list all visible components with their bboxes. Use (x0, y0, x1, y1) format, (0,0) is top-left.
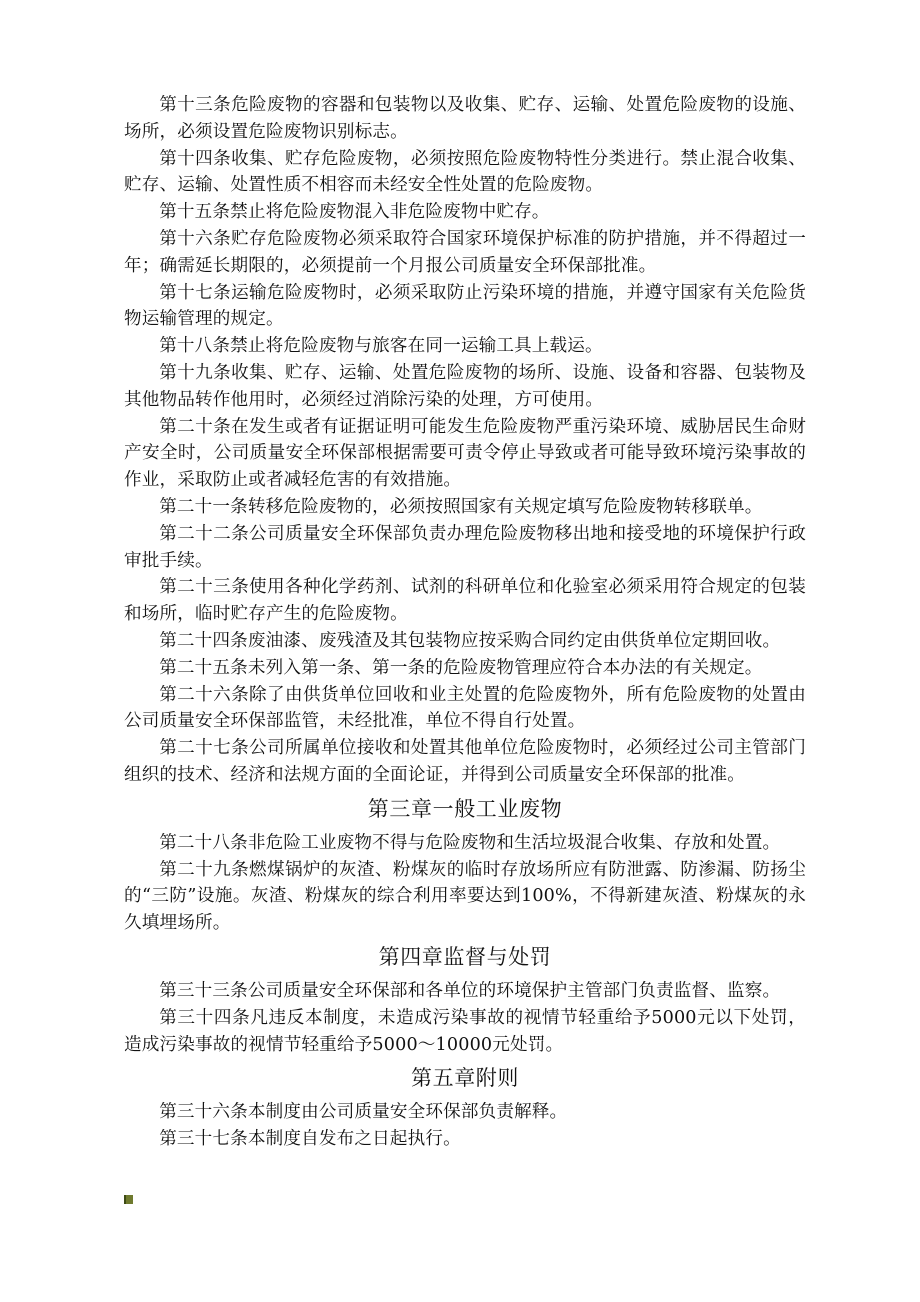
article-33: 第三十三条公司质量安全环保部和各单位的环境保护主管部门负责监督、监察。 (159, 980, 781, 1001)
article-29: 第二十九条燃煤锅炉的灰渣、粉煤灰的临时存放场所应有防泄露、防渗漏、防扬尘的“三防”设施。灰渣、粉煤灰的综合利用率要达到100%，不得新建灰渣、粉煤灰的永久填埋场所。 (124, 859, 806, 934)
article-14: 第十四条收集、贮存危险废物，必须按照危险废物特性分类进行。禁止混合收集、贮存、运输、处置性质不相容而未经安全性处置的危险废物。 (124, 148, 806, 196)
article-34: 第三十四条凡违反本制度，未造成污染事故的视情节轻重给予5000元以下处罚，造成污染事故的视情节轻重给予5000～10000元处罚。 (124, 1007, 806, 1055)
article-25: 第二十五条未列入第一条、第一条的危险废物管理应符合本办法的有关规定。 (159, 657, 763, 678)
article-20: 第二十条在发生或者有证据证明可能发生危险废物严重污染环境、威胁居民生命财产安全时，公司质量安全环保部根据需要可责令停止导致或者可能导致环境污染事故的作业，采取防止或者减轻危害的有效措施。 (124, 416, 806, 491)
article-19: 第十九条收集、贮存、运输、处置危险废物的场所、设施、设备和容器、包装物及其他物品转作他用时，必须经过消除污染的处理，方可使用。 (124, 362, 806, 410)
article-23: 第二十三条使用各种化学药剂、试剂的科研单位和化验室必须采用符合规定的包装和场所，临时贮存产生的危险废物。 (124, 577, 806, 625)
article-24: 第二十四条废油漆、废残渣及其包装物应按采购合同约定由供货单位定期回收。 (159, 630, 781, 651)
chapter-3-heading: 第三章一般工业废物 (367, 796, 563, 821)
article-28: 第二十八条非危险工业废物不得与危险废物和生活垃圾混合收集、存放和处置。 (159, 832, 781, 853)
article-15: 第十五条禁止将危险废物混入非危险废物中贮存。 (159, 202, 550, 223)
article-17: 第十七条运输危险废物时，必须采取防止污染环境的措施，并遵守国家有关危险货物运输管理的规定。 (124, 282, 806, 330)
article-27: 第二十七条公司所属单位接收和处置其他单位危险废物时，必须经过公司主管部门组织的技术、经济和法规方面的全面论证，并得到公司质量安全环保部的批准。 (124, 738, 806, 785)
document-body (124, 92, 806, 1153)
article-16: 第十六条贮存危险废物必须采取符合国家环境保护标准的防护措施，并不得超过一年；确需延长期限的，必须提前一个月报公司质量安全环保部批准。 (124, 228, 806, 276)
article-13: 第十三条危险废物的容器和包装物以及收集、贮存、运输、处置危险废物的设施、场所，必须设置危险废物识别标志。 (124, 95, 806, 142)
article-18: 第十八条禁止将危险废物与旅客在同一运输工具上载运。 (159, 336, 603, 357)
article-37: 第三十七条本制度自发布之日起执行。 (159, 1129, 461, 1150)
article-21: 第二十一条转移危险废物的，必须按照国家有关规定填写危险废物转移联单。 (159, 496, 763, 517)
chapter-4-heading: 第四章监督与处罚 (378, 944, 552, 969)
chapter-5-heading: 第五章附则 (411, 1066, 519, 1091)
article-26: 第二十六条除了由供货单位回收和业主处置的危险废物外，所有危险废物的处置由公司质量安全环保部监管，未经批准，单位不得自行处置。 (124, 684, 806, 732)
page-corner-mark (124, 1195, 133, 1204)
article-36: 第三十六条本制度由公司质量安全环保部负责解释。 (159, 1102, 568, 1123)
article-22: 第二十二条公司质量安全环保部负责办理危险废物移出地和接受地的环境保护行政审批手续。 (124, 523, 806, 571)
